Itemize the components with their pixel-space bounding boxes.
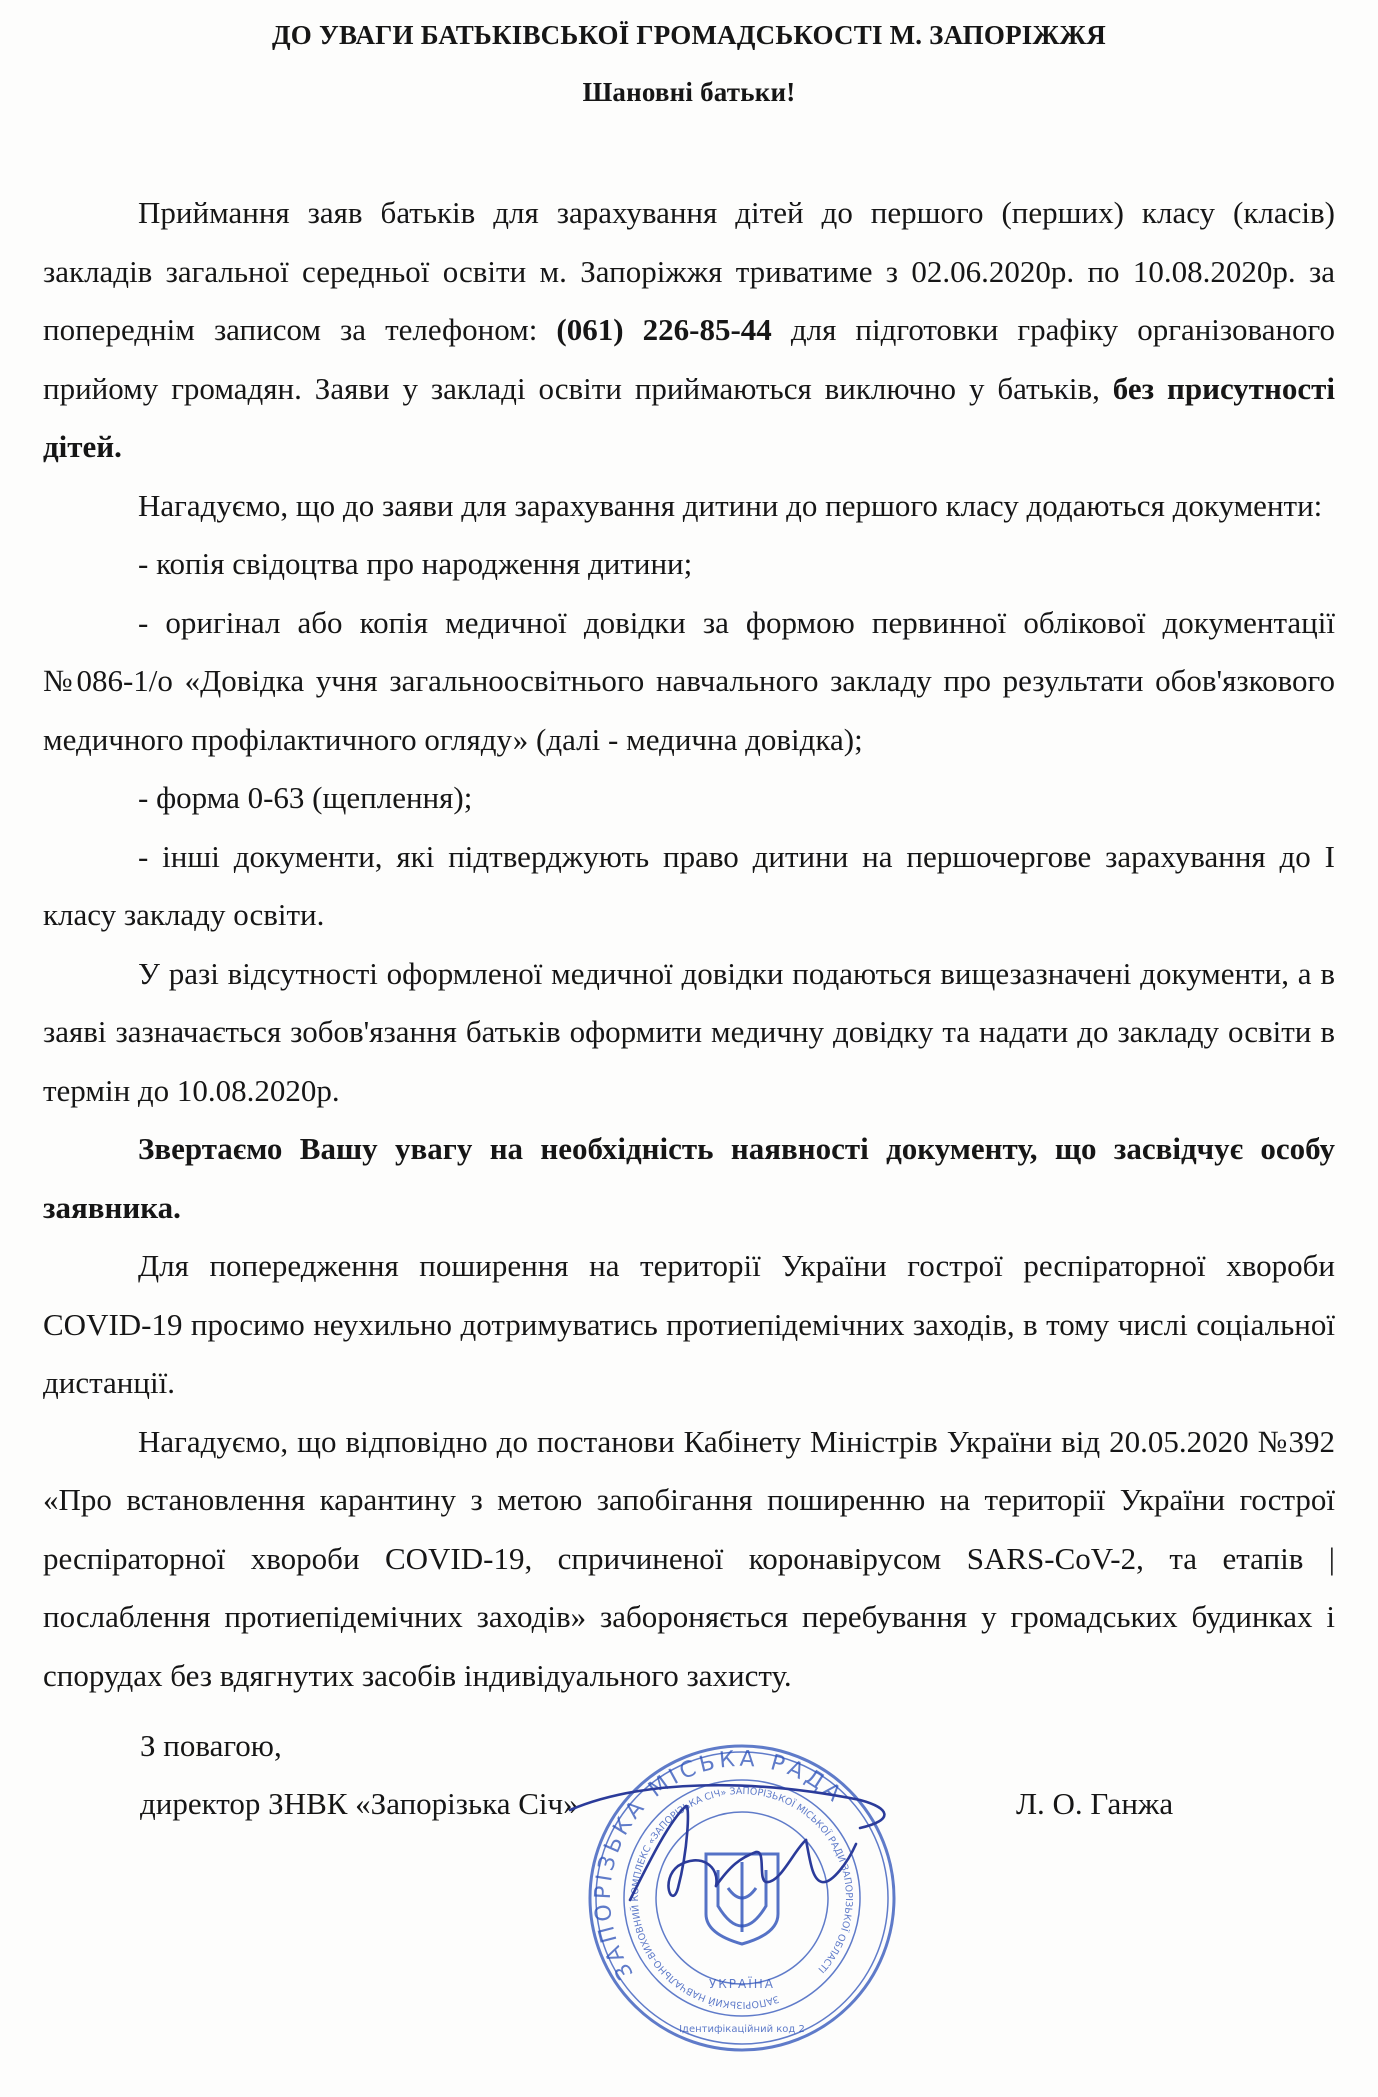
- stamp-code: Ідентифікаційний код 2: [679, 2024, 805, 2035]
- paragraph-documents-intro: Нагадуємо, що до заяви для зарахування дитини до першого класу додаються документи:: [138, 487, 1323, 523]
- id-notice-text: Звертаємо Вашу увагу на необхідність наявності документу, що засвідчує особу заявника.: [43, 1131, 1335, 1225]
- closing-regards: З повагою,: [140, 1728, 282, 1763]
- paragraph-quarantine: Нагадуємо, що відповідно до постанови Кабінету Міністрів України від 20.05.2020 №392 «Про встановлення карантину з метою запобігання поширенню на території України гострої респіраторної хвороби COVID-19, спричиненої коронавірусом SARS-CoV-2, та етапів |послаблення протиепідемічних заходів» забороняється перебування у громадських будинках і спорудах без вдягнутих засобів індивідуального захисту.: [43, 1423, 1335, 1693]
- paragraph-covid: Для попередження поширення на території України гострої респіраторної хвороби COVID-19 просимо неухильно дотримуватись протиепідемічних заходів, в тому числі соціальної дистанції.: [43, 1248, 1335, 1400]
- paragraph-id-notice: [43, 1120, 1335, 1237]
- document-body: [43, 184, 1335, 1705]
- paragraph-medical-note: У разі відсутності оформленої медичної довідки подаються вищезазначені документи, а в заяві зазначається зобов'язання батьків оформити медичну довідку та надати до закладу освіти в термін до 10.08.2020р.: [43, 955, 1335, 1108]
- stamp-outer-text: ЗАПОРІЗЬКА МІСЬКА РАДА: [590, 1746, 849, 1984]
- enrollment-text-1: Приймання заяв батьків для зарахування дітей до першого (перших) класу (класів) закладів загальної середньої освіти м. Запоріжжя триватиме з 02.06.2020р. по 10.08.2020р. за попереднім записом за телефоном:: [43, 195, 1335, 347]
- document-title: ДО УВАГИ БАТЬКІВСЬКОЇ ГРОМАДСЬКОСТІ М. ЗАПОРІЖЖЯ: [272, 20, 1106, 50]
- list-item: - форма 0-63 (щеплення);: [138, 780, 473, 815]
- document-greeting: Шановні батьки!: [582, 77, 796, 107]
- list-item: - копія свідоцтва про народження дитини;: [138, 546, 693, 581]
- list-item: - інші документи, які підтверджують право дитини на першочергове зарахування до І класу закладу освіти.: [43, 838, 1335, 932]
- phone-number: (061) 226-85-44: [556, 312, 772, 347]
- paragraph-enrollment: [43, 184, 1335, 477]
- stamp-inner-text: ЗАПОРІЗЬКИЙ НАВЧАЛЬНО-ВИХОВНИЙ КОМПЛЕКС «ЗАПОРІЗЬКА СІЧ» ЗАПОРІЗЬКОЇ МІСЬКОЇ РАДИ ЗАПОРІЗЬКОЇ ОБЛАСТІ: [629, 1785, 855, 2011]
- list-item: - оригінал або копія медичної довідки за формою первинної облікової документації №086-1/о «Довідка учня загальноосвітнього навчального закладу про результати обов'язкового медичного профілактичного огляду» (далі - медична довідка);: [43, 604, 1335, 757]
- enrollment-text-2: для підготовки графіку організованого прийому громадян. Заяви у закладі освіти приймаються виключно у батьків,: [43, 312, 1336, 406]
- signer-name: Л. О. Ганжа: [1016, 1786, 1174, 1821]
- signer-role: директор ЗНВК «Запорізька Січ»: [140, 1786, 579, 1821]
- without-children-note: без присутності дітей.: [43, 370, 1335, 464]
- stamp-country: УКРАЇНА: [708, 1977, 776, 1991]
- handwritten-signature: [560, 1770, 900, 1920]
